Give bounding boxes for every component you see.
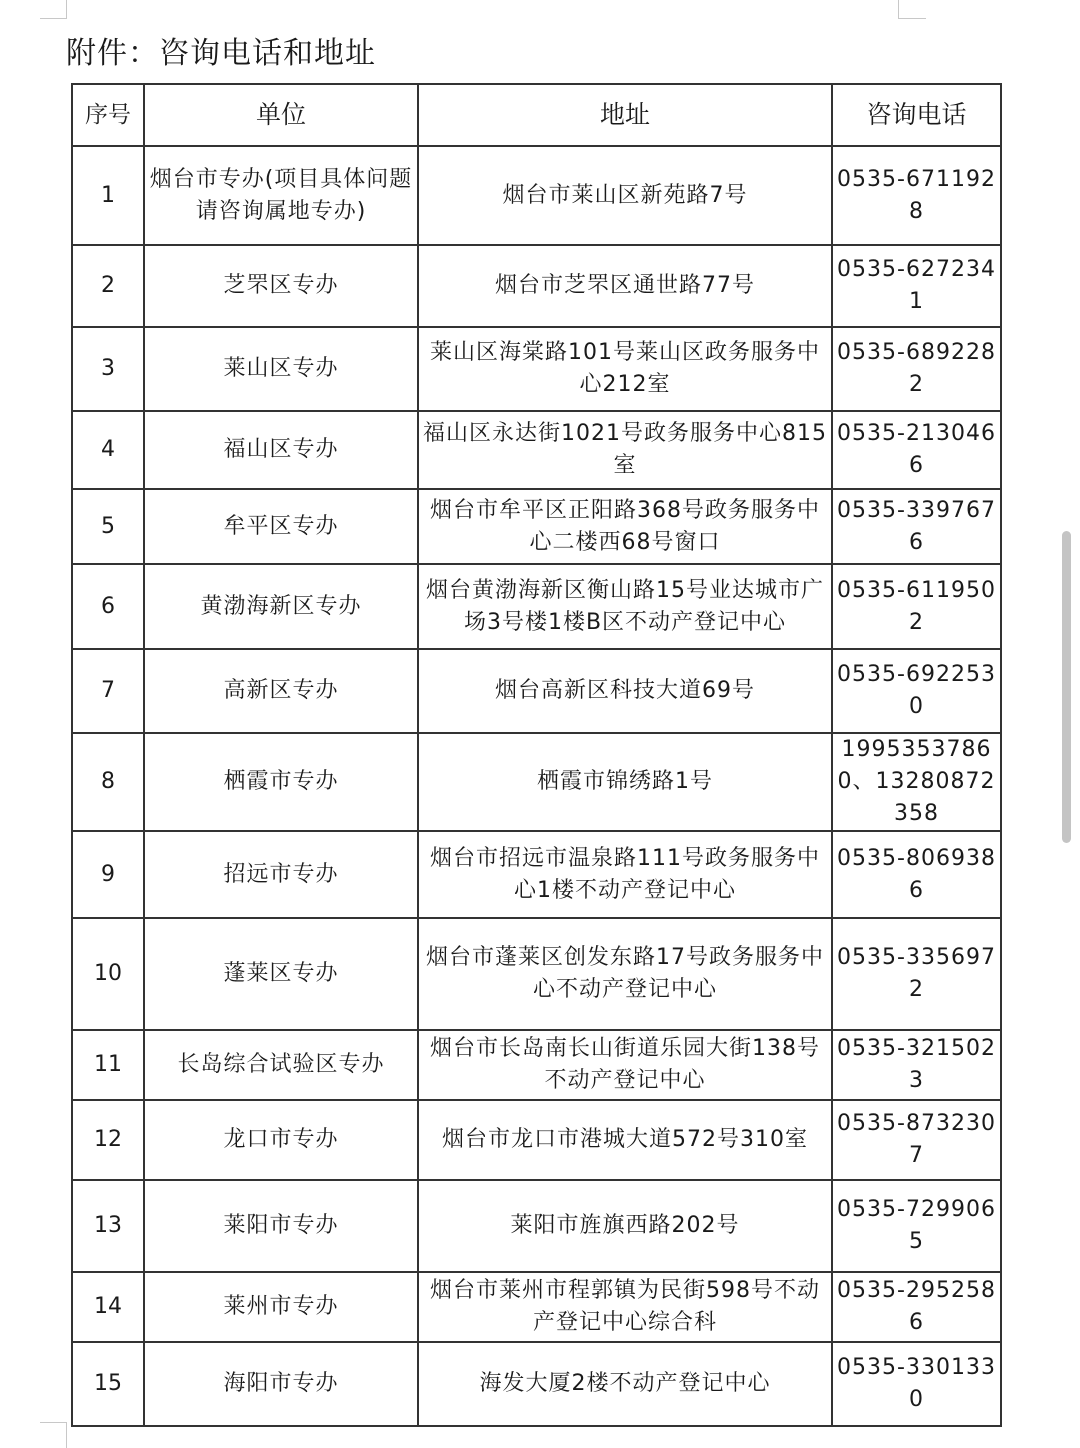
table-row [72,1342,1001,1426]
row-address: 栖霞市锦绣路1号 [418,733,832,831]
row-phone: 0535-8732307 [832,1100,1001,1180]
row-index: 5 [72,489,144,564]
row-unit: 黄渤海新区专办 [144,564,418,649]
row-phone: 0535-6922530 [832,649,1001,733]
row-address: 福山区永达街1021号政务服务中心815室 [418,411,832,489]
table-row [72,1180,1001,1272]
row-index: 11 [72,1030,144,1100]
header-index: 序号 [72,84,144,146]
table-row [72,489,1001,564]
row-index: 12 [72,1100,144,1180]
table-row [72,649,1001,733]
row-address: 莱阳市旌旗西路202号 [418,1180,832,1272]
table-row [72,146,1001,245]
row-index: 9 [72,831,144,918]
row-phone: 0535-6272341 [832,245,1001,327]
row-unit: 长岛综合试验区专办 [144,1030,418,1100]
row-phone: 0535-3301330 [832,1342,1001,1426]
crop-mark-bottom-left-horizontal [40,1422,67,1423]
row-phone: 0535-6892282 [832,327,1001,411]
row-phone: 0535-3215023 [832,1030,1001,1100]
row-unit: 栖霞市专办 [144,733,418,831]
row-unit: 芝罘区专办 [144,245,418,327]
row-phone: 0535-3356972 [832,918,1001,1030]
header-phone: 咨询电话 [832,84,1001,146]
row-address: 烟台市牟平区正阳路368号政务服务中心二楼西68号窗口 [418,489,832,564]
row-unit: 龙口市专办 [144,1100,418,1180]
row-unit: 牟平区专办 [144,489,418,564]
row-address: 烟台市莱州市程郭镇为民街598号不动产登记中心综合科 [418,1272,832,1342]
row-index: 8 [72,733,144,831]
crop-mark-top-left-vertical [66,0,67,18]
row-unit: 海阳市专办 [144,1342,418,1426]
table-row [72,411,1001,489]
row-unit: 招远市专办 [144,831,418,918]
vertical-scrollbar[interactable] [1062,531,1071,843]
row-address: 莱山区海棠路101号莱山区政务服务中心212室 [418,327,832,411]
row-unit: 莱山区专办 [144,327,418,411]
table-row [72,1272,1001,1342]
row-phone: 0535-2130466 [832,411,1001,489]
contacts-table [71,83,1002,1427]
table-row [72,1100,1001,1180]
row-index: 3 [72,327,144,411]
table-row [72,733,1001,831]
row-index: 7 [72,649,144,733]
row-index: 1 [72,146,144,245]
row-index: 10 [72,918,144,1030]
row-index: 2 [72,245,144,327]
table-row [72,327,1001,411]
row-address: 烟台高新区科技大道69号 [418,649,832,733]
row-unit: 烟台市专办(项目具体问题请咨询属地专办) [144,146,418,245]
table-row [72,245,1001,327]
row-address: 烟台市龙口市港城大道572号310室 [418,1100,832,1180]
row-address: 烟台市蓬莱区创发东路17号政务服务中心不动产登记中心 [418,918,832,1030]
row-index: 6 [72,564,144,649]
row-unit: 莱州市专办 [144,1272,418,1342]
row-address: 烟台市招远市温泉路111号政务服务中心1楼不动产登记中心 [418,831,832,918]
table-row [72,918,1001,1030]
header-unit: 单位 [144,84,418,146]
row-index: 15 [72,1342,144,1426]
crop-mark-top-right-horizontal [898,18,926,19]
row-address: 海发大厦2楼不动产登记中心 [418,1342,832,1426]
table-row [72,564,1001,649]
row-phone: 0535-6711928 [832,146,1001,245]
crop-mark-bottom-left-vertical [66,1422,67,1448]
crop-mark-top-left-horizontal [40,18,67,19]
row-unit: 高新区专办 [144,649,418,733]
header-address: 地址 [418,84,832,146]
page-title: 附件：咨询电话和地址 [66,36,376,71]
row-unit: 莱阳市专办 [144,1180,418,1272]
row-phone: 19953537860、13280872358 [832,733,1001,831]
row-index: 4 [72,411,144,489]
crop-mark-top-right-vertical [898,0,899,18]
row-phone: 0535-6119502 [832,564,1001,649]
row-phone: 0535-2952586 [832,1272,1001,1342]
row-phone: 0535-7299065 [832,1180,1001,1272]
row-address: 烟台市莱山区新苑路7号 [418,146,832,245]
row-address: 烟台黄渤海新区衡山路15号业达城市广场3号楼1楼B区不动产登记中心 [418,564,832,649]
row-address: 烟台市长岛南长山街道乐园大街138号不动产登记中心 [418,1030,832,1100]
row-address: 烟台市芝罘区通世路77号 [418,245,832,327]
table-row [72,1030,1001,1100]
table-row [72,831,1001,918]
row-index: 14 [72,1272,144,1342]
row-unit: 福山区专办 [144,411,418,489]
row-phone: 0535-8069386 [832,831,1001,918]
row-unit: 蓬莱区专办 [144,918,418,1030]
row-phone: 0535-3397676 [832,489,1001,564]
row-index: 13 [72,1180,144,1272]
table-header-row [72,84,1001,146]
